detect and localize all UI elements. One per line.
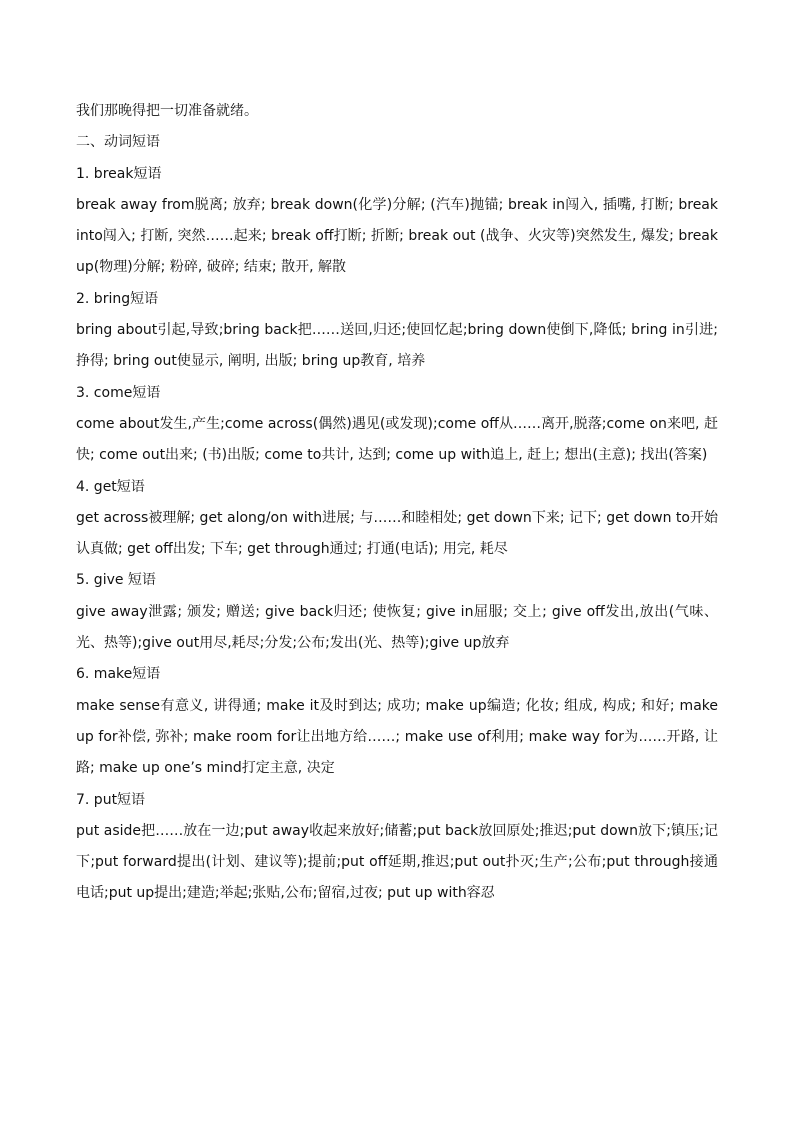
group-body: come about发生,产生;come across(偶然)遇见(或发现);come off从……离开,脱落;come on来吧, 赶快; come out出来; (书)出版; come to共计, 达到; come up with追上, 赶上; 想出(主意); 找出(答案) bbox=[76, 415, 718, 464]
phrase-group-get bbox=[76, 472, 718, 566]
group-heading: 4. get短语 bbox=[76, 478, 145, 495]
group-body: put aside把……放在一边;put away收起来放好;储蓄;put back放回原处;推迟;put down放下;镇压;记下;put forward提出(计划、建议等);提前;put off延期,推迟;put out扑灭;生产;公布;put through接通电话;put up提出;建造;举起;张贴,公布;留宿,过夜; put up with容忍 bbox=[76, 822, 718, 902]
phrase-group-make bbox=[76, 659, 718, 784]
section-title: 二、动词短语 bbox=[76, 134, 160, 151]
group-body: make sense有意义, 讲得通; make it及时到达; 成功; make up编造; 化妆; 组成, 构成; 和好; make up for补偿, 弥补; make room for让出地方给……; make use of利用; make way for为……开路, 让路; make up one’s mind打定主意, 决定 bbox=[76, 697, 718, 777]
phrase-group-come bbox=[76, 378, 718, 472]
phrase-group-put bbox=[76, 785, 718, 910]
intro-sentence: 我们那晚得把一切准备就绪。 bbox=[76, 103, 258, 119]
group-heading: 1. break短语 bbox=[76, 165, 162, 182]
document-page bbox=[76, 96, 718, 910]
group-body: give away泄露; 颁发; 赠送; give back归还; 使恢复; give in屈服; 交上; give off发出,放出(气味、光、热等);give out用尽,耗尽;分发;公布;发出(光、热等);give up放弃 bbox=[76, 603, 718, 652]
group-heading: 7. put短语 bbox=[76, 791, 146, 808]
group-heading: 5. give 短语 bbox=[76, 572, 156, 589]
group-heading: 2. bring短语 bbox=[76, 290, 159, 307]
group-body: get across被理解; get along/on with进展; 与……和睦相处; get down下来; 记下; get down to开始认真做; get off出发; 下车; get through通过; 打通(电话); 用完, 耗尽 bbox=[76, 509, 718, 558]
group-body: break away from脱离; 放弃; break down(化学)分解; (汽车)抛锚; break in闯入, 插嘴, 打断; break into闯入; 打断, 突然……起来; break off打断; 折断; break out (战争、火灾等)突然发生, 爆发; break up(物理)分解; 粉碎, 破碎; 结束; 散开, 解散 bbox=[76, 196, 718, 276]
group-heading: 3. come短语 bbox=[76, 384, 161, 401]
phrase-group-give bbox=[76, 565, 718, 659]
phrase-group-break bbox=[76, 159, 718, 284]
group-heading: 6. make短语 bbox=[76, 666, 161, 683]
phrase-group-bring bbox=[76, 284, 718, 378]
group-body: bring about引起,导致;bring back把……送回,归还;使回忆起;bring down使倒下,降低; bring in引进; 挣得; bring out使显示, 阐明, 出版; bring up教育, 培养 bbox=[76, 322, 718, 370]
